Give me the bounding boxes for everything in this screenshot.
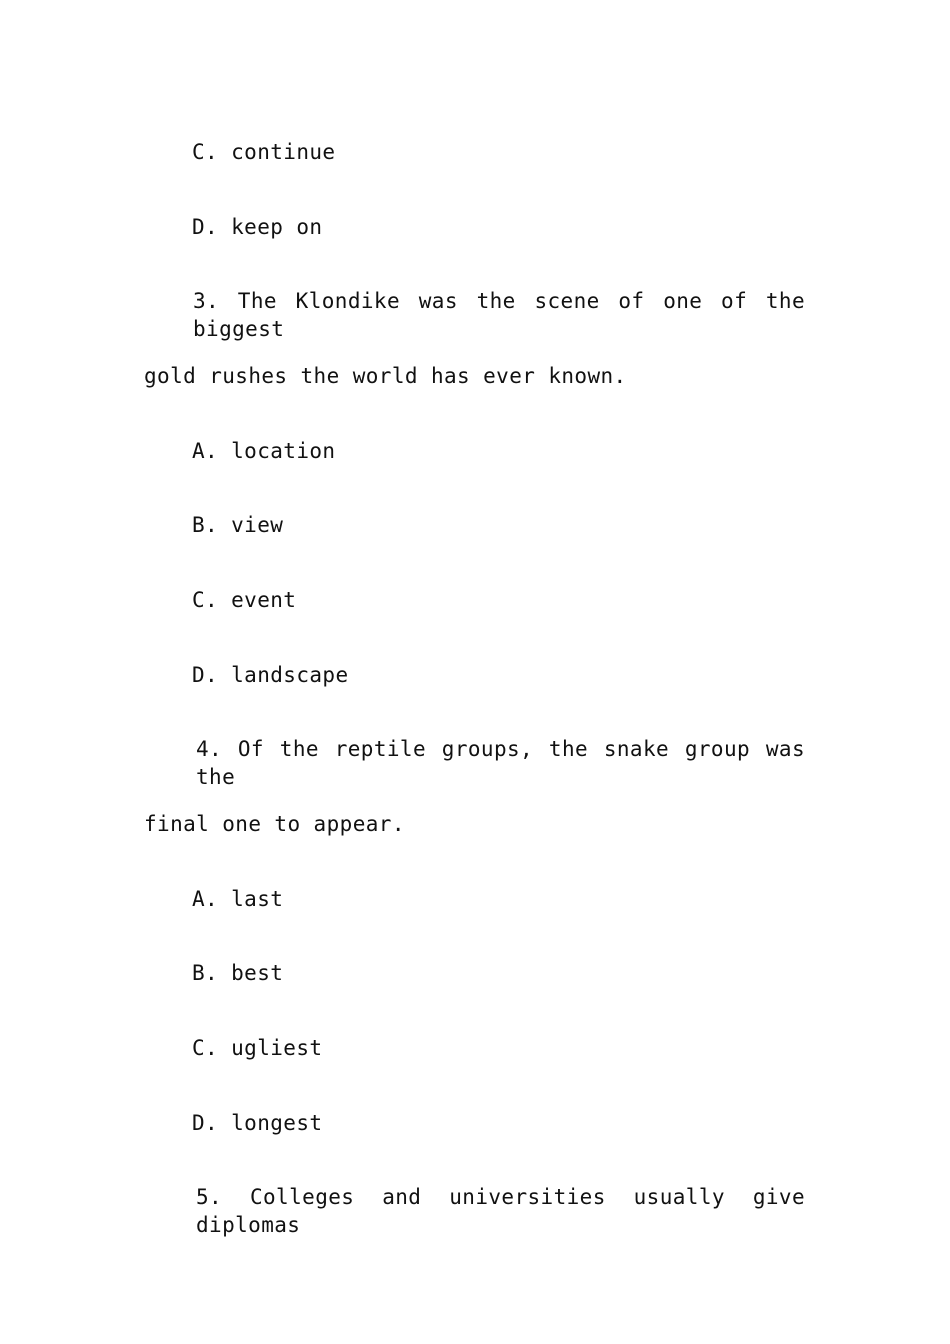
q4-option-d: D. longest <box>192 1111 323 1135</box>
q4-stem-line2: final one to appear. <box>144 812 405 836</box>
q3-option-c: C. event <box>192 588 297 612</box>
q4-option-b: B. best <box>192 961 284 985</box>
q2-option-c: C. continue <box>192 140 336 164</box>
q3-option-b: B. view <box>192 513 284 537</box>
q4-option-c: C. ugliest <box>192 1036 323 1060</box>
q3-option-d: D. landscape <box>192 663 349 687</box>
q4-option-a: A. last <box>192 887 284 911</box>
q3-option-a: A. location <box>192 439 336 463</box>
q3-stem-line1: 3. The Klondike was the scene of one of the biggest <box>193 289 805 341</box>
q4-stem-line1: 4. Of the reptile groups, the snake group was the <box>196 737 805 789</box>
q5-stem-line1: 5. Colleges and universities usually give diplomas <box>196 1185 805 1237</box>
q2-option-d: D. keep on <box>192 215 323 239</box>
q3-stem-line2: gold rushes the world has ever known. <box>144 364 627 388</box>
